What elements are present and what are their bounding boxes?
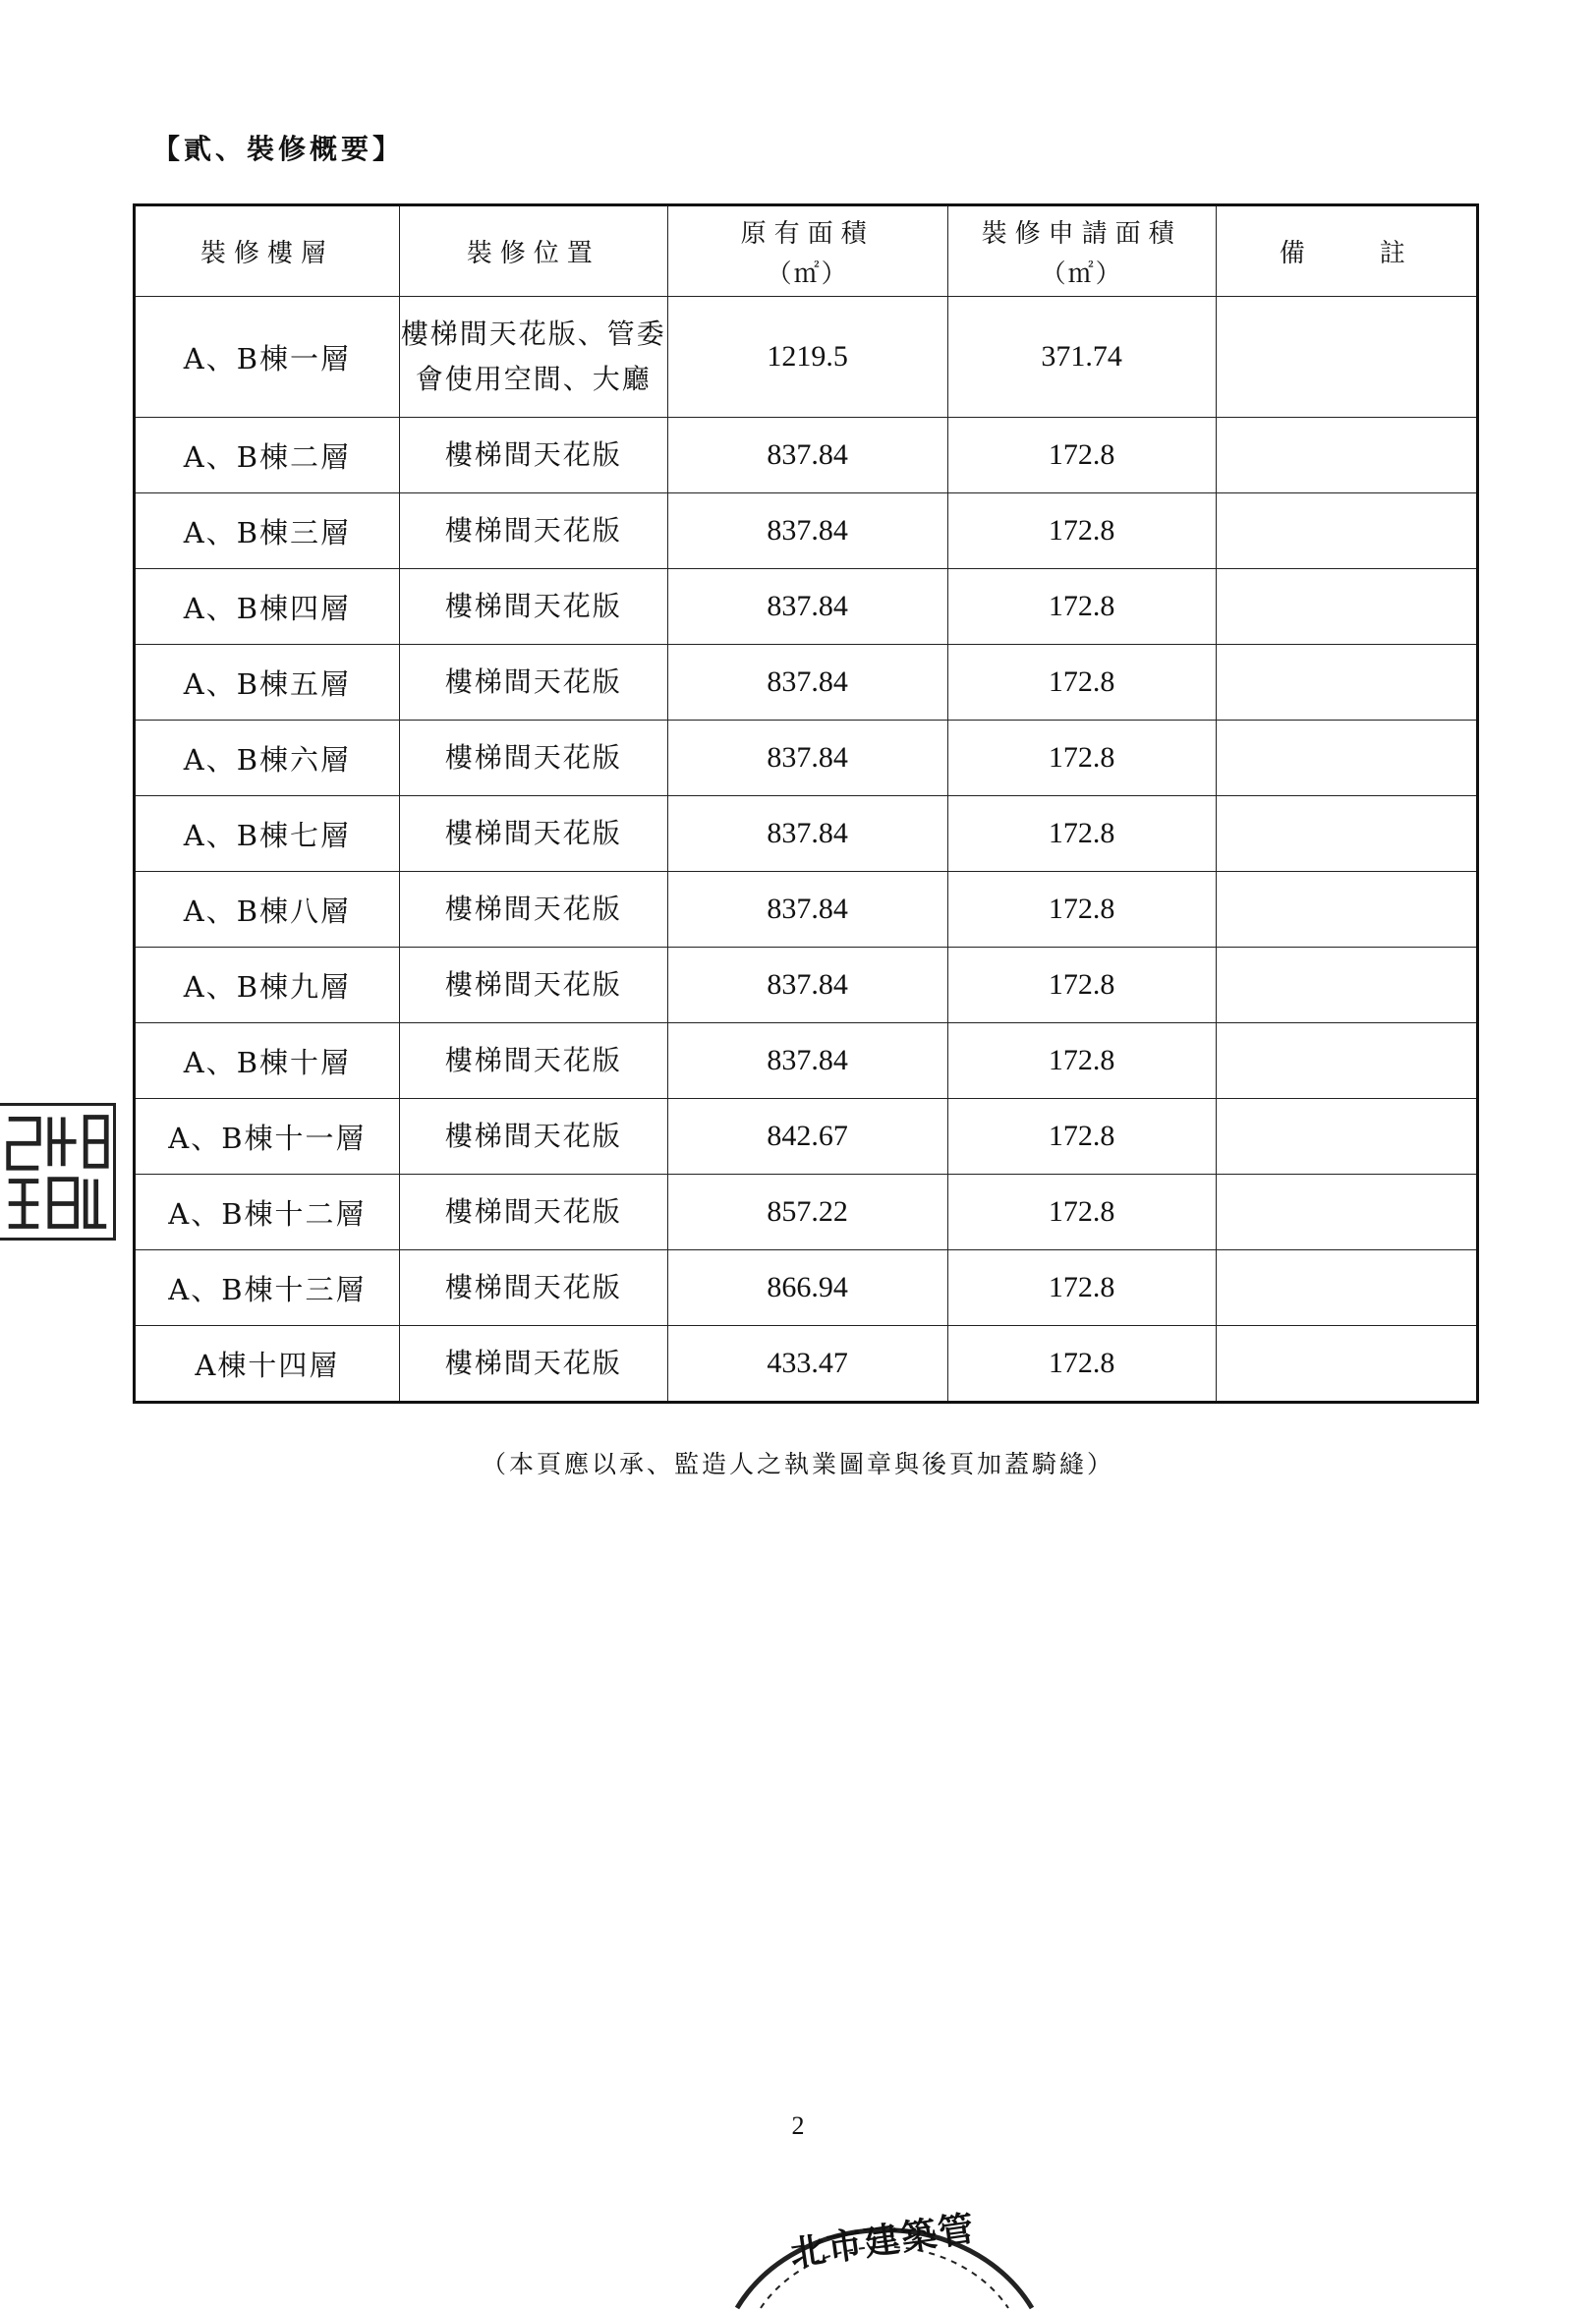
cell-remarks <box>1216 1175 1477 1250</box>
table-row <box>135 1250 1478 1326</box>
cell-original-area: 1219.5 <box>667 297 947 418</box>
cell-floor: A棟十四層 <box>135 1326 400 1403</box>
cell-remarks <box>1216 569 1477 645</box>
cell-position: 樓梯間天花版 <box>399 948 667 1023</box>
cell-position: 樓梯間天花版 <box>399 569 667 645</box>
table-header-row <box>135 205 1478 297</box>
table-row <box>135 1175 1478 1250</box>
cell-original-area: 842.67 <box>667 1099 947 1175</box>
cell-remarks <box>1216 796 1477 872</box>
cell-applied-area: 172.8 <box>947 872 1216 948</box>
header-applied-area-unit: （㎡） <box>1040 259 1123 289</box>
renovation-summary-table <box>133 203 1479 1404</box>
table-row <box>135 948 1478 1023</box>
cell-remarks <box>1216 1250 1477 1326</box>
cell-original-area: 866.94 <box>667 1250 947 1326</box>
cell-applied-area: 172.8 <box>947 1099 1216 1175</box>
cell-floor: A、B棟五層 <box>135 645 400 721</box>
page-number: 2 <box>791 2111 805 2140</box>
cell-floor: A、B棟八層 <box>135 872 400 948</box>
cell-original-area: 837.84 <box>667 1023 947 1099</box>
cell-floor: A、B棟三層 <box>135 493 400 569</box>
cell-position: 樓梯間天花版 <box>399 796 667 872</box>
cell-applied-area: 172.8 <box>947 1326 1216 1403</box>
table-row <box>135 493 1478 569</box>
cell-applied-area: 172.8 <box>947 569 1216 645</box>
cell-position: 樓梯間天花版 <box>399 645 667 721</box>
section-title: 【貳、裝修概要】 <box>152 133 405 165</box>
cell-applied-area: 172.8 <box>947 493 1216 569</box>
cell-position: 樓梯間天花版 <box>399 1326 667 1403</box>
cell-floor: A、B棟四層 <box>135 569 400 645</box>
cell-original-area: 837.84 <box>667 872 947 948</box>
seam-stamp-footnote: （本頁應以承、監造人之執業圖章與後頁加蓋騎縫） <box>481 1450 1114 1478</box>
cell-position: 樓梯間天花版 <box>399 493 667 569</box>
cell-floor: A、B棟二層 <box>135 418 400 493</box>
cell-position: 樓梯間天花版 <box>399 1099 667 1175</box>
table-row <box>135 569 1478 645</box>
cell-floor: A、B棟一層 <box>135 297 400 418</box>
table-row <box>135 418 1478 493</box>
header-remarks: 備 註 <box>1216 205 1477 297</box>
cell-original-area: 837.84 <box>667 645 947 721</box>
cell-position: 樓梯間天花版 <box>399 1175 667 1250</box>
cell-original-area: 433.47 <box>667 1326 947 1403</box>
header-original-area-label: 原有面積 <box>740 218 875 249</box>
table-row <box>135 1326 1478 1403</box>
cell-applied-area: 371.74 <box>947 297 1216 418</box>
table-row <box>135 872 1478 948</box>
cell-remarks <box>1216 418 1477 493</box>
cell-applied-area: 172.8 <box>947 796 1216 872</box>
table-row <box>135 1099 1478 1175</box>
cell-floor: A、B棟十一層 <box>135 1099 400 1175</box>
cell-floor: A、B棟六層 <box>135 721 400 796</box>
cell-remarks <box>1216 1023 1477 1099</box>
seal-stamp-icon <box>0 1103 116 1241</box>
cell-original-area: 837.84 <box>667 493 947 569</box>
header-position: 裝修位置 <box>399 205 667 297</box>
cell-applied-area: 172.8 <box>947 1023 1216 1099</box>
cell-position: 樓梯間天花版 <box>399 1023 667 1099</box>
cell-remarks <box>1216 297 1477 418</box>
cell-remarks <box>1216 645 1477 721</box>
cell-remarks <box>1216 872 1477 948</box>
cell-remarks <box>1216 1326 1477 1403</box>
cell-applied-area: 172.8 <box>947 418 1216 493</box>
header-original-area-unit: （㎡） <box>766 259 849 289</box>
cell-position: 樓梯間天花版 <box>399 418 667 493</box>
table-row <box>135 645 1478 721</box>
header-floor: 裝修樓層 <box>135 205 400 297</box>
cell-position: 樓梯間天花版 <box>399 721 667 796</box>
cell-position: 樓梯間天花版 <box>399 872 667 948</box>
cell-original-area: 837.84 <box>667 796 947 872</box>
header-applied-area-label: 裝修申請面積 <box>981 218 1182 249</box>
header-original-area <box>667 205 947 297</box>
cell-remarks <box>1216 721 1477 796</box>
table-row <box>135 796 1478 872</box>
table-row <box>135 297 1478 418</box>
cell-remarks <box>1216 948 1477 1023</box>
cell-applied-area: 172.8 <box>947 645 1216 721</box>
cell-applied-area: 172.8 <box>947 1250 1216 1326</box>
cell-original-area: 837.84 <box>667 569 947 645</box>
table-row <box>135 721 1478 796</box>
cell-floor: A、B棟十二層 <box>135 1175 400 1250</box>
official-stamp-text: 北市建築管 <box>787 2207 979 2275</box>
header-applied-area <box>947 205 1216 297</box>
cell-original-area: 837.84 <box>667 418 947 493</box>
cell-position: 樓梯間天花版 <box>399 1250 667 1326</box>
cell-applied-area: 172.8 <box>947 721 1216 796</box>
cell-floor: A、B棟十三層 <box>135 1250 400 1326</box>
seal-pattern-icon <box>0 1106 113 1238</box>
cell-applied-area: 172.8 <box>947 948 1216 1023</box>
cell-floor: A、B棟七層 <box>135 796 400 872</box>
cell-applied-area: 172.8 <box>947 1175 1216 1250</box>
cell-floor: A、B棟十層 <box>135 1023 400 1099</box>
cell-original-area: 837.84 <box>667 948 947 1023</box>
cell-original-area: 837.84 <box>667 721 947 796</box>
cell-original-area: 857.22 <box>667 1175 947 1250</box>
cell-position: 樓梯間天花版、管委會使用空間、大廳 <box>399 297 667 418</box>
cell-floor: A、B棟九層 <box>135 948 400 1023</box>
cell-remarks <box>1216 1099 1477 1175</box>
table-row <box>135 1023 1478 1099</box>
cell-remarks <box>1216 493 1477 569</box>
